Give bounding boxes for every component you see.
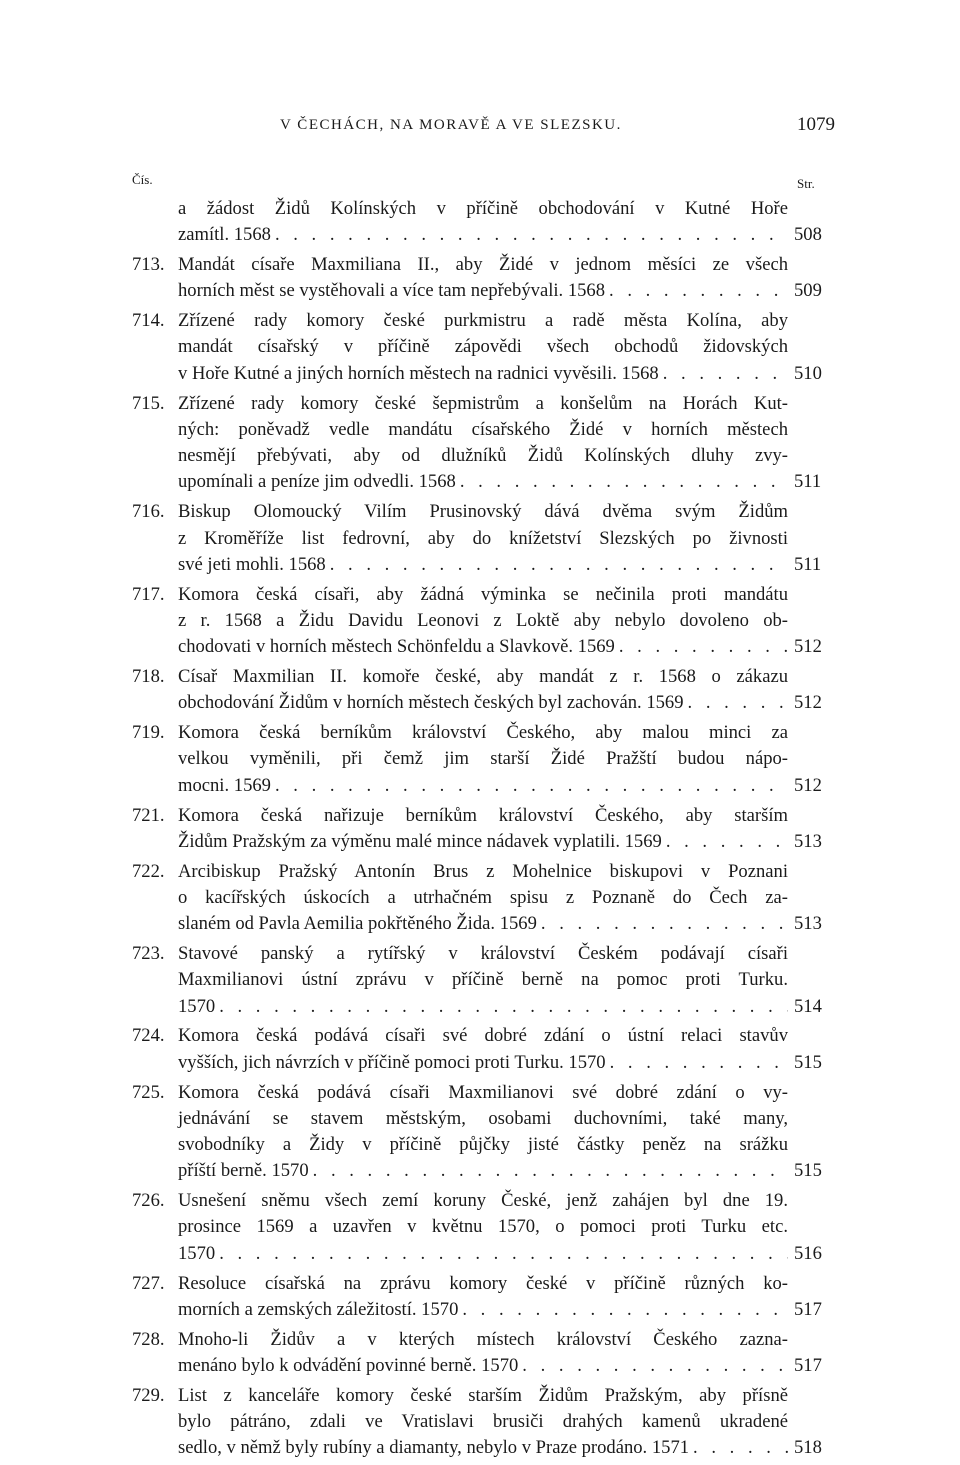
entry-number: 721. <box>132 804 165 826</box>
entry-line: Biskup Olomoucký Vilím Prusinovský dává dvěma svým Židům <box>178 501 788 523</box>
entry-line: vyšších, jich návrzích v příčině pomoci proti Turku. 1570 <box>178 1051 606 1073</box>
entry-page-number: 512 <box>794 636 822 658</box>
entry-last-line <box>178 361 788 387</box>
list-item <box>132 196 832 249</box>
entry-page-number: 510 <box>794 362 822 384</box>
entry-last-line <box>178 1297 788 1323</box>
entry-text <box>178 1327 788 1380</box>
entry-number: 724. <box>132 1025 165 1047</box>
entry-text <box>178 664 788 717</box>
entry-line: menáno bylo k odvádění povinné berně. 1570 <box>178 1354 519 1376</box>
entry-line: Císař Maxmilian II. komoře české, aby mandát z r. 1568 o zákazu <box>178 666 788 688</box>
entry-text <box>178 1271 788 1324</box>
entry-line: Arcibiskup Pražský Antonín Brus z Mohelnice biskupovi v Poznani <box>178 860 788 882</box>
entry-line: mandát císařský v příčině zápovědi všech obchodů židovských <box>178 336 788 358</box>
entry-number: 725. <box>132 1081 165 1103</box>
entry-number: 716. <box>132 501 165 523</box>
list-item <box>132 391 832 496</box>
entry-line: slaném od Pavla Aemilia pokřtěného Žida. 1569 <box>178 913 537 935</box>
entry-line: Usnešení sněmu všech zemí koruny České, jenž zahájen byl dne 19. <box>178 1190 788 1212</box>
entry-last-line <box>178 994 788 1020</box>
entry-line: bylo pátráno, zdali ve Vratislavi brusiči drahých kamenů ukradené <box>178 1411 788 1433</box>
list-item <box>132 1327 832 1380</box>
dot-leader <box>619 634 788 660</box>
entry-page-number: 509 <box>794 280 822 302</box>
entry-text <box>178 941 788 1020</box>
entry-line: z Kroměříže list fedrovní, aby do knížetství Slezských po živnosti <box>178 527 788 549</box>
dot-leader <box>275 222 788 248</box>
entry-last-line <box>178 469 788 495</box>
list-item <box>132 1188 832 1267</box>
list-item <box>132 1080 832 1185</box>
entry-line: horních měst se vystěhovali a více tam nepřebývali. 1568 <box>178 280 606 302</box>
dot-leader <box>219 994 788 1020</box>
entry-line: obchodování Židům v horních městech českých byl zachován. 1569 <box>178 692 684 714</box>
list-item <box>132 803 832 856</box>
entry-line: nesmějí přebývati, aby od dlužníků Židů Kolínských dluhy zvy- <box>178 445 788 467</box>
entry-page-number: 511 <box>794 471 822 493</box>
entry-line: 1570 <box>178 1242 216 1264</box>
dot-leader <box>275 773 788 799</box>
dot-leader <box>330 552 788 578</box>
dot-leader <box>693 1435 788 1461</box>
entry-last-line <box>178 634 788 660</box>
dot-leader <box>462 1297 788 1323</box>
entry-line: Mnoho-li Židův a v kterých místech království Českého zazna- <box>178 1328 788 1350</box>
entry-last-line <box>178 278 788 304</box>
list-item <box>132 308 832 387</box>
entry-number: 715. <box>132 392 165 414</box>
column-heading-number: Čís. <box>132 172 153 187</box>
entry-last-line <box>178 1241 788 1267</box>
entry-last-line <box>178 773 788 799</box>
running-title: V ČECHÁCH, NA MORAVĚ A VE SLEZSKU. <box>280 117 622 133</box>
entry-line: příští berně. 1570 <box>178 1160 309 1182</box>
entry-line: mocni. 1569 <box>178 774 271 796</box>
entry-last-line <box>178 690 788 716</box>
dot-leader <box>522 1353 788 1379</box>
entry-page-number: 511 <box>794 553 822 575</box>
entry-page-number: 514 <box>794 995 822 1017</box>
entry-page-number: 518 <box>794 1437 822 1459</box>
list-item <box>132 941 832 1020</box>
dot-leader <box>460 469 788 495</box>
entry-line: zamítl. 1568 <box>178 224 271 246</box>
entry-line: 1570 <box>178 995 216 1017</box>
list-item <box>132 582 832 661</box>
entry-page-number: 513 <box>794 830 822 852</box>
entry-line: Stavové panský a rytířský v království Českém podávají císaři <box>178 943 788 965</box>
entry-line: o kacířských úskocích a utrhačném spisu z Poznaně do Čech za- <box>178 886 788 908</box>
entry-text <box>178 582 788 661</box>
page-number: 1079 <box>797 114 835 135</box>
entry-line: upomínali a peníze jim odvedli. 1568 <box>178 471 456 493</box>
entry-line: Zřízené rady komory české šepmistrům a konšelům na Horách Kut- <box>178 392 788 414</box>
entry-page-number: 508 <box>794 224 822 246</box>
entry-line: sedlo, v němž byly rubíny a diamanty, nebylo v Praze prodáno. 1571 <box>178 1437 690 1459</box>
entry-line: Resoluce císařská na zprávu komory české v příčině různých ko- <box>178 1272 788 1294</box>
entry-line: List z kanceláře komory české starším Židům Pražským, aby přísně <box>178 1384 788 1406</box>
list-item <box>132 664 832 717</box>
entry-line: Komora česká berníkům království Českého, aby malou minci za <box>178 722 788 744</box>
dot-leader <box>541 911 788 937</box>
entry-page-number: 515 <box>794 1051 822 1073</box>
list-item <box>132 859 832 938</box>
entry-text <box>178 720 788 799</box>
column-heading-page: Str. <box>797 176 815 191</box>
list-item <box>132 720 832 799</box>
entry-text <box>178 1023 788 1076</box>
list-item <box>132 499 832 578</box>
entry-number: 714. <box>132 310 165 332</box>
entry-text <box>178 1188 788 1267</box>
entry-line: Komora česká císaři, aby žádná výminka se nečinila proti mandátu <box>178 583 788 605</box>
list-item <box>132 1271 832 1324</box>
entry-last-line <box>178 1158 788 1184</box>
entry-text <box>178 308 788 387</box>
entry-line: velkou vyměnili, při čemž jim starší Židé Pražští budou nápo- <box>178 748 788 770</box>
entry-number: 719. <box>132 722 165 744</box>
entry-last-line <box>178 829 788 855</box>
entry-text <box>178 252 788 305</box>
entry-last-line <box>178 911 788 937</box>
entry-line: Zřízené rady komory české purkmistru a radě města Kolína, aby <box>178 310 788 332</box>
entry-number: 728. <box>132 1328 165 1350</box>
entry-text <box>178 196 788 249</box>
entry-page-number: 512 <box>794 774 822 796</box>
entry-page-number: 515 <box>794 1160 822 1182</box>
entry-line: své jeti mohli. 1568 <box>178 553 326 575</box>
list-item <box>132 1023 832 1076</box>
entry-page-number: 512 <box>794 692 822 714</box>
dot-leader <box>609 278 788 304</box>
list-item <box>132 252 832 305</box>
entry-number: 718. <box>132 666 165 688</box>
entry-last-line <box>178 1353 788 1379</box>
dot-leader <box>688 690 788 716</box>
entry-line: v Hoře Kutné a jiných horních městech na radnici vyvěsili. 1568 <box>178 362 659 384</box>
entry-number: 713. <box>132 254 165 276</box>
entry-line: Židům Pražským za výměnu malé mince nádavek vyplatili. 1569 <box>178 830 662 852</box>
dot-leader <box>610 1050 788 1076</box>
entry-text <box>178 803 788 856</box>
entry-line: ných: poněvadž vedle mandátu císařského Židé v horních městech <box>178 418 788 440</box>
dot-leader <box>666 829 788 855</box>
entry-line: morních a zemských záležitostí. 1570 <box>178 1298 459 1320</box>
entry-page-number: 513 <box>794 913 822 935</box>
entry-line: z r. 1568 a Židu Davidu Leonovi z Loktě aby nebylo dovoleno ob- <box>178 609 788 631</box>
entry-line: jednávání se stavem městským, osobami duchovními, také many, <box>178 1107 788 1129</box>
entry-line: Mandát císaře Maxmiliana II., aby Židé v jednom měsíci ze všech <box>178 254 788 276</box>
entry-last-line <box>178 1050 788 1076</box>
entry-text <box>178 391 788 496</box>
entry-page-number: 516 <box>794 1242 822 1264</box>
entry-number: 723. <box>132 943 165 965</box>
entry-text <box>178 859 788 938</box>
entry-number: 722. <box>132 860 165 882</box>
dot-leader <box>663 361 788 387</box>
entry-page-number: 517 <box>794 1354 822 1376</box>
entry-last-line <box>178 222 788 248</box>
list-item <box>132 1383 832 1462</box>
entry-text <box>178 499 788 578</box>
entry-text <box>178 1383 788 1462</box>
dot-leader <box>313 1158 788 1184</box>
entry-line: Maxmilianovi ústní zprávu v příčině berně na pomoc proti Turku. <box>178 969 788 991</box>
entry-line: chodovati v horních městech Schönfeldu a Slavkově. 1569 <box>178 636 615 658</box>
entry-last-line <box>178 552 788 578</box>
table-of-contents-list <box>132 196 832 1465</box>
dot-leader <box>219 1241 788 1267</box>
entry-page-number: 517 <box>794 1298 822 1320</box>
entry-last-line <box>178 1435 788 1461</box>
entry-number: 727. <box>132 1272 165 1294</box>
entry-line: prosince 1569 a uzavřen v květnu 1570, o pomoci proti Turku etc. <box>178 1216 788 1238</box>
entry-line: Komora česká podává císaři své dobré zdání o ústní relaci stavův <box>178 1025 788 1047</box>
entry-text <box>178 1080 788 1185</box>
entry-number: 726. <box>132 1190 165 1212</box>
entry-line: svobodníky a Židy v příčině půjčky jisté částky peněz na srážku <box>178 1134 788 1156</box>
entry-line: a žádost Židů Kolínských v příčině obchodování v Kutné Hoře <box>178 198 788 219</box>
entry-number: 729. <box>132 1384 165 1406</box>
entry-line: Komora česká podává císaři Maxmilianovi své dobré zdání o vy- <box>178 1081 788 1103</box>
entry-line: Komora česká nařizuje berníkům království Českého, aby starším <box>178 804 788 826</box>
entry-number: 717. <box>132 583 165 605</box>
